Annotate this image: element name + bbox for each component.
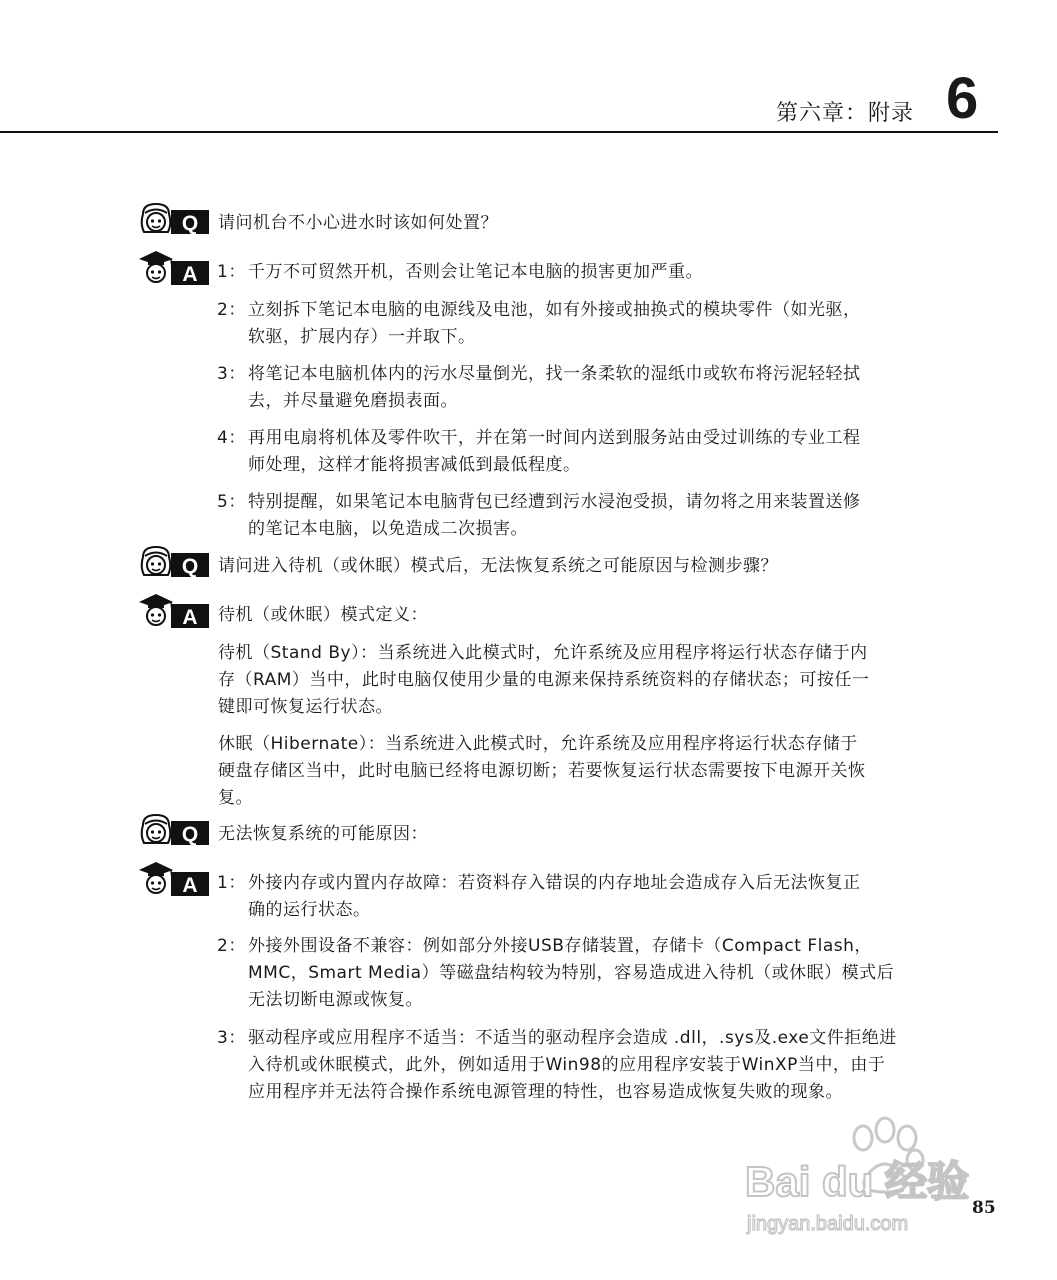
item-line: 软驱，扩展内存）一并取下。 — [248, 327, 476, 347]
item-line: 特别提醒，如果笔记本电脑背包已经遭到污水浸泡受损，请勿将之用来装置送修 — [248, 492, 861, 512]
paragraph-line: 复。 — [218, 788, 253, 808]
item-line: 无法切断电源或恢复。 — [248, 990, 423, 1010]
item-line: 千万不可贸然开机，否则会让笔记本电脑的损害更加严重。 — [248, 262, 703, 282]
paragraph-line: 键即可恢复运行状态。 — [218, 697, 393, 717]
item-line: 驱动程序或应用程序不适当：不适当的驱动程序会造成 .dll，.sys及.exe文件拒绝进 — [248, 1028, 897, 1048]
question-2-text: 请问进入待机（或休眠）模式后，无法恢复系统之可能原因与检测步骤？ — [218, 556, 778, 576]
page-number: 85 — [972, 1198, 996, 1218]
item-line: 去，并尽量避免磨损表面。 — [248, 391, 458, 411]
item-line: MMC，Smart Media）等磁盘结构较为特别，容易造成进入待机（或休眠）模式后 — [248, 963, 895, 983]
svg-text:Q: Q — [181, 212, 199, 235]
item-line: 外接外围设备不兼容：例如部分外接USB存储装置，存储卡（Compact Flash， — [248, 936, 872, 956]
question-girl-icon — [138, 813, 210, 849]
question-3-text: 无法恢复系统的可能原因： — [218, 824, 428, 844]
item-number: 2： — [217, 300, 246, 320]
item-line: 入待机或休眠模式，此外，例如适用于Win98的应用程序安装于WinXP当中，由于 — [248, 1055, 886, 1075]
answer-2-heading: 待机（或休眠）模式定义： — [218, 605, 428, 625]
answer-graduate-icon — [138, 861, 210, 897]
paragraph-line: 休眠（Hibernate）：当系统进入此模式时，允许系统及应用程序将运行状态存储于 — [218, 734, 858, 754]
baidu-watermark — [735, 1108, 995, 1258]
paragraph-line: 存（RAM）当中，此时电脑仅使用少量的电源来保持系统资料的存储状态；可按任一 — [218, 670, 870, 690]
item-line: 的笔记本电脑，以免造成二次损害。 — [248, 519, 528, 539]
item-line: 师处理，这样才能将损害减低到最低程度。 — [248, 455, 581, 475]
item-line: 外接内存或内置内存故障：若资料存入错误的内存地址会造成存入后无法恢复正 — [248, 873, 861, 893]
item-number: 3： — [217, 1028, 246, 1048]
question-girl-icon — [138, 202, 210, 238]
question-1-text: 请问机台不小心进水时该如何处置？ — [218, 213, 498, 233]
paragraph-line: 待机（Stand By）：当系统进入此模式时，允许系统及应用程序将运行状态存储于内 — [218, 643, 868, 663]
answer-graduate-icon — [138, 593, 210, 629]
item-line: 确的运行状态。 — [248, 900, 371, 920]
svg-text:A: A — [182, 606, 198, 629]
item-line: 将笔记本电脑机体内的污水尽量倒光，找一条柔软的湿纸巾或软布将污泥轻轻拭 — [248, 364, 861, 384]
chapter-title: 第六章：附录 — [776, 101, 915, 126]
item-number: 3： — [217, 364, 246, 384]
chapter-number: 6 — [946, 66, 979, 131]
item-number: 4： — [217, 428, 246, 448]
watermark-url: jingyan.baidu.com — [747, 1213, 909, 1235]
item-line: 再用电扇将机体及零件吹干，并在第一时间内送到服务站由受过训练的专业工程 — [248, 428, 861, 448]
paragraph-line: 硬盘存储区当中，此时电脑已经将电源切断；若要恢复运行状态需要按下电源开关恢 — [218, 761, 866, 781]
item-line: 应用程序并无法符合操作系统电源管理的特性，也容易造成恢复失败的现象。 — [248, 1082, 843, 1102]
item-number: 2： — [217, 936, 246, 956]
item-number: 1： — [217, 873, 246, 893]
question-girl-icon — [138, 545, 210, 581]
item-number: 1： — [217, 262, 246, 282]
answer-graduate-icon — [138, 250, 210, 286]
svg-text:A: A — [182, 874, 198, 897]
item-line: 立刻拆下笔记本电脑的电源线及电池，如有外接或抽换式的模块零件（如光驱， — [248, 300, 861, 320]
svg-text:Q: Q — [181, 823, 199, 846]
watermark-brand: Bai du 经验 — [745, 1158, 970, 1205]
svg-text:Q: Q — [181, 555, 199, 578]
svg-text:A: A — [182, 263, 198, 286]
item-number: 5： — [217, 492, 246, 512]
header-rule — [0, 131, 998, 133]
